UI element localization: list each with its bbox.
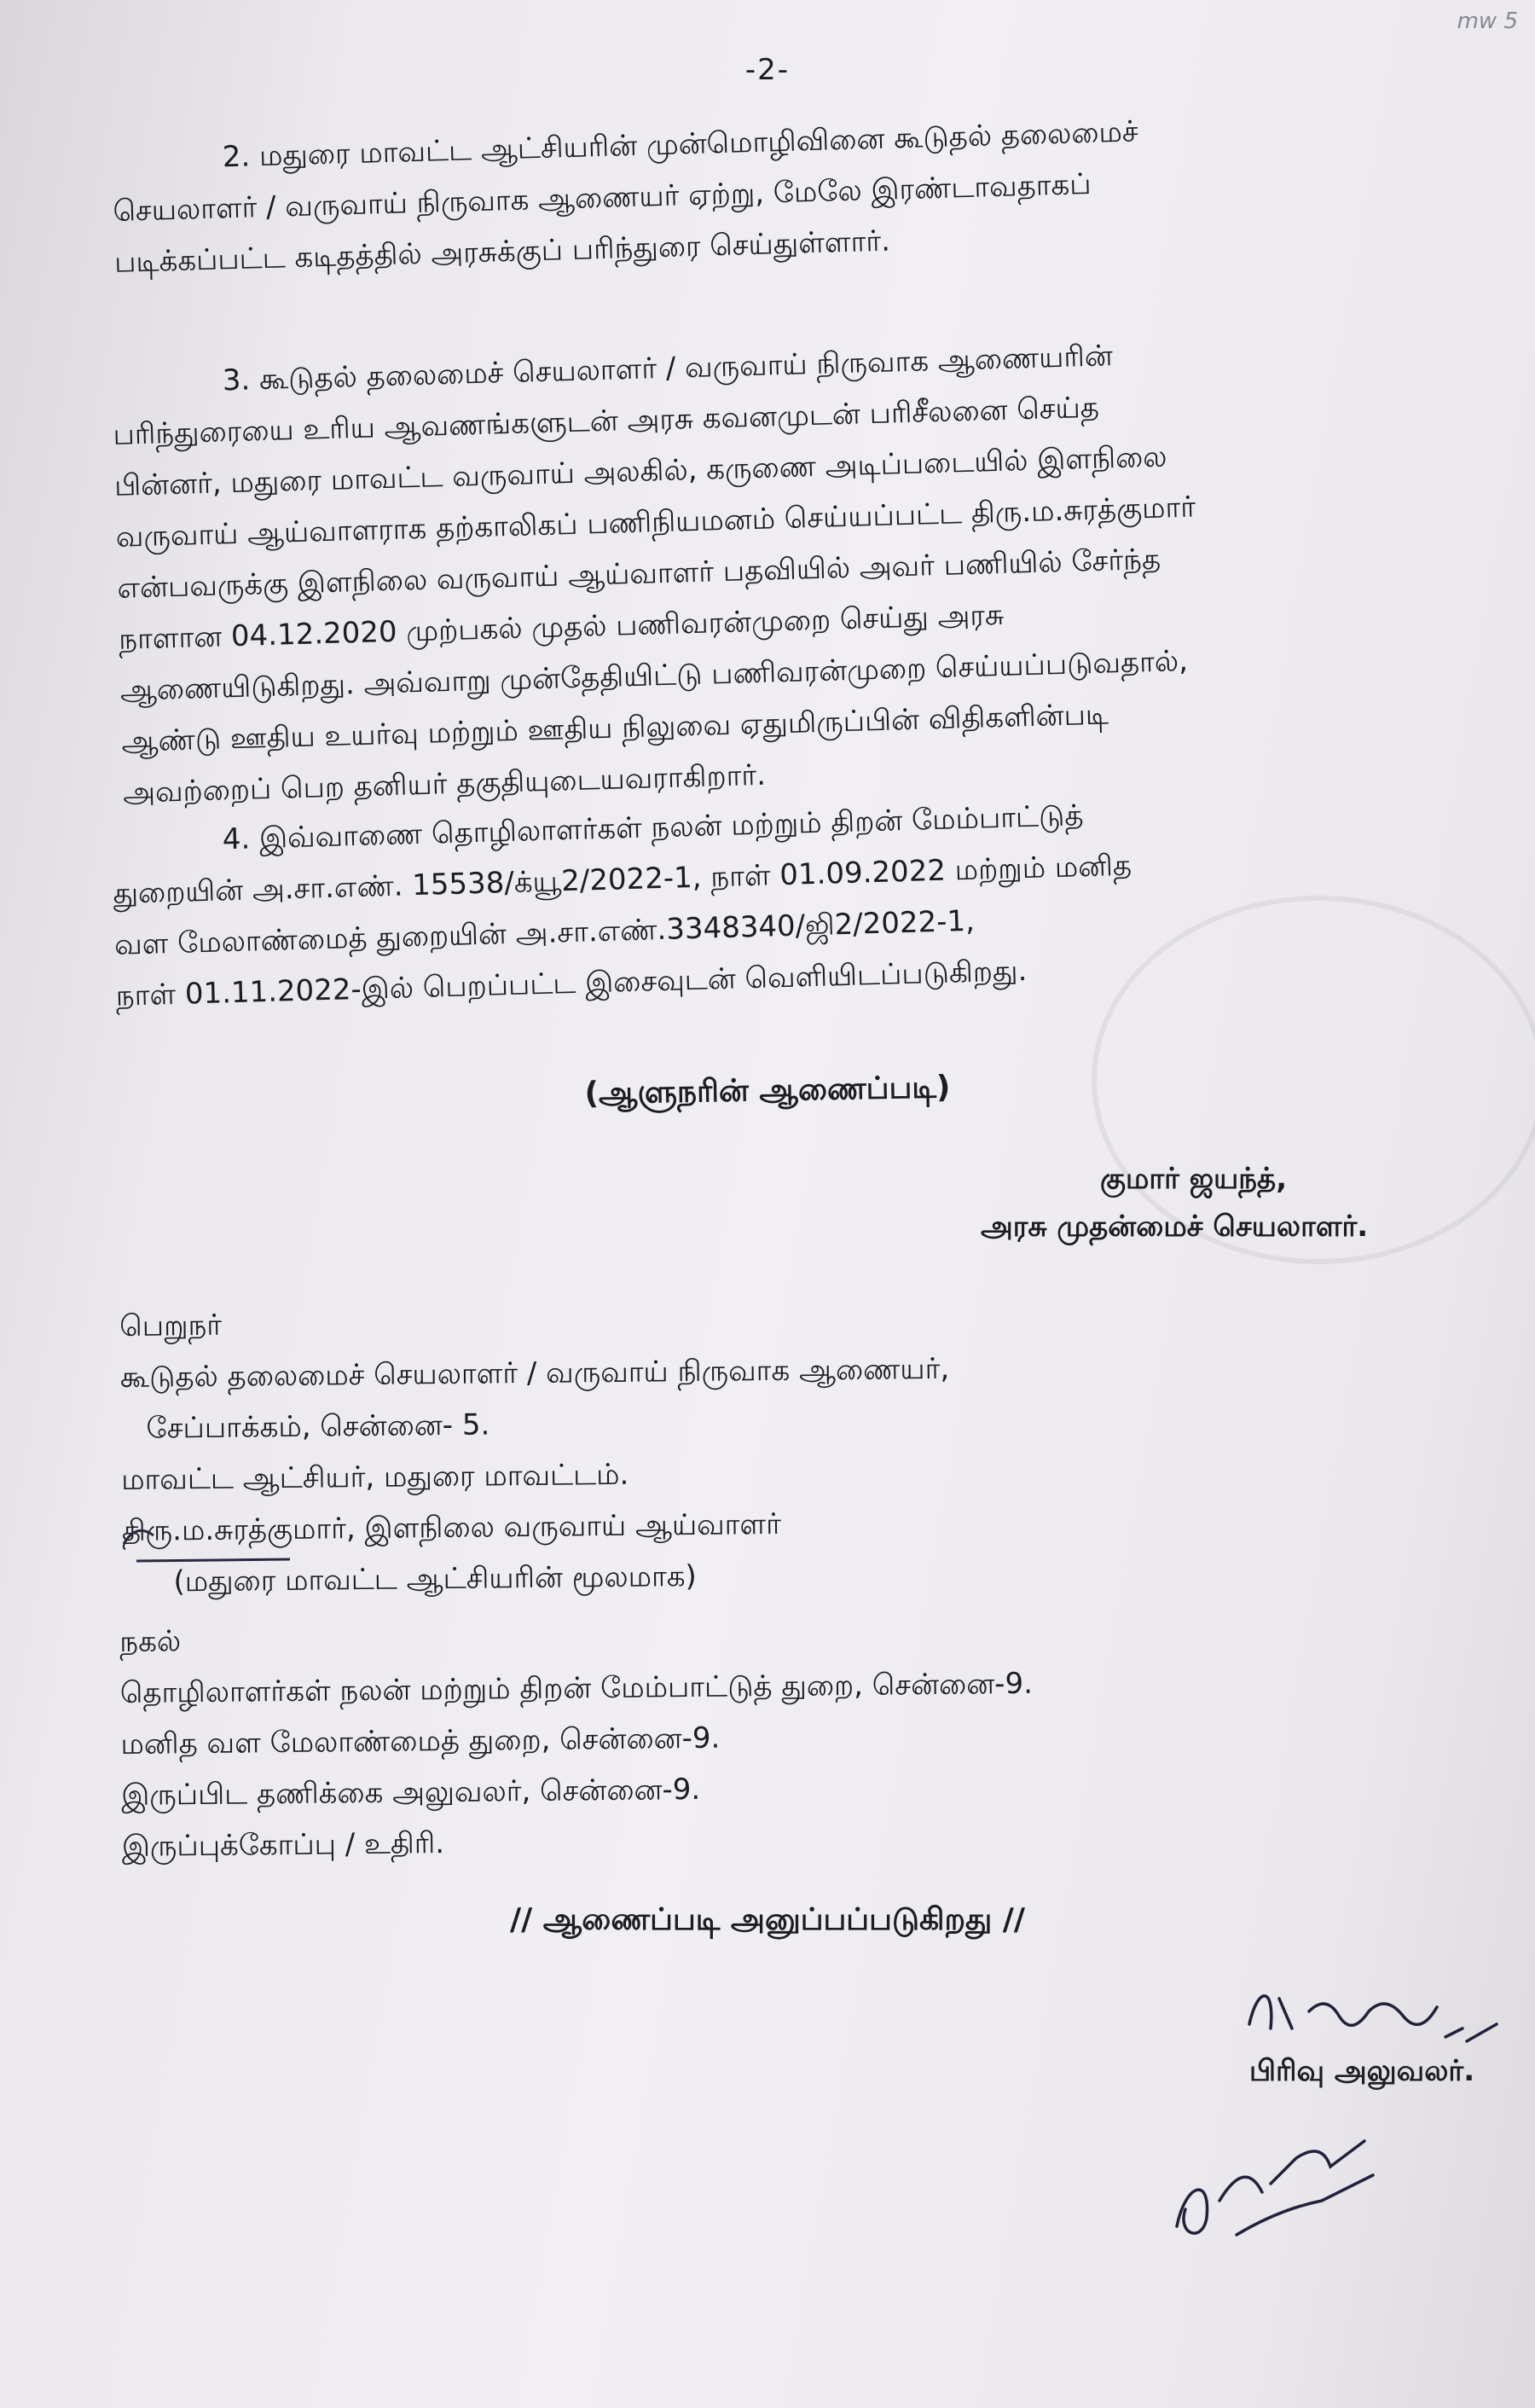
paragraph-line: செயலாளர் / வருவாய் நிருவாக ஆணையர் ஏற்று, மேலே இரண்டாவதாகப் [112,166,1092,229]
copy-line: மனித வள மேலாண்மைத் துறை, சென்னை-9. [120,1720,721,1761]
copy-to-block [119,1603,1401,1872]
paragraph-line: 4. இவ்வாணை தொழிலாளர்கள் நலன் மற்றும் திறன் மேம்பாட்டுத் [222,798,1085,857]
handwritten-signature [1241,1977,1505,2054]
paragraph-line: ஆணையிடுகிறது. அவ்வாறு முன்தேதியிட்டு பணிவரன்முறை செய்யப்படுவதால், [119,643,1189,708]
corner-note: mw 5 [1457,9,1518,34]
paragraph-line: ஆண்டு ஊதிய உயர்வு மற்றும் ஊதிய நிலுவை ஏதுமிருப்பின் விதிகளின்படி [121,697,1109,759]
recipient-line: மாவட்ட ஆட்சியர், மதுரை மாவட்டம். [120,1457,629,1497]
paragraph-line: வருவாய் ஆய்வாளராக தற்காலிகப் பணிநியமனம் செய்யப்பட்ட திரு.ம.சுரத்குமார் [115,490,1196,554]
paragraph-line: பரிந்துரையை உரிய ஆவணங்களுடன் அரசு கவனமுடன் பரிசீலனை செய்த [112,390,1100,452]
page-number: -2- [744,53,791,87]
copy-heading: நகல் [119,1624,182,1659]
paragraph-line: வள மேலாண்மைத் துறையின் அ.சா.எண்.3348340/ஜி2/2022-1, [113,903,976,962]
paragraph-line: நாளான 04.12.2020 முற்பகல் முதல் பணிவரன்முறை செய்து அரசு [118,597,1005,657]
copy-line: தொழிலாளர்கள் நலன் மற்றும் திறன் மேம்பாட்டுத் துறை, சென்னை-9. [119,1666,1034,1710]
paragraph-line: துறையின் அ.சா.எண். 15538/க்யூ2/2022-1, நாள் 01.09.2022 மற்றும் மனித [112,848,1132,911]
recipient-line: கூடுதல் தலைமைச் செயலாளர் / வருவாய் நிருவாக ஆணையர், [119,1351,950,1395]
handwritten-initials [1160,2107,1399,2252]
paragraph-line: நாள் 01.11.2022-இல் பெறப்பட்ட இசைவுடன் வெளியிடப்படுகிறது. [115,954,1028,1013]
paragraph-4 [111,780,1446,1021]
governor-order-line: (ஆளுநரின் ஆணைப்படி) [584,1070,951,1111]
paragraph-line: படிக்கப்பட்ட கடிதத்தில் அரசுக்குப் பரிந்துரை செய்துள்ளார். [113,223,891,280]
paragraph-line: 2. மதுரை மாவட்ட ஆட்சியரின் முன்மொழிவினை கூடுதல் தலைமைச் [222,114,1139,175]
paragraph-line: பின்னர், மதுரை மாவட்ட வருவாய் அலகில், கருணை அடிப்படையில் இளநிலை [113,439,1168,503]
recipients-heading: பெறுநர் [119,1308,223,1343]
recipient-line: (மதுரை மாவட்ட ஆட்சியரின் மூலமாக) [173,1558,697,1599]
paragraph-line: என்பவருக்கு இளநிலை வருவாய் ஆய்வாளர் பதவியில் அவர் பணியில் சேர்ந்த [116,542,1161,606]
recipient-line: திரு.ம.சுரத்குமார், இளநிலை வருவாய் ஆய்வாளர் [121,1506,782,1548]
pen-mark [119,1518,298,1570]
paragraph-3 [111,321,1453,818]
forwarded-line: // ஆணைப்படி அனுப்பப்படுகிறது // [509,1902,1026,1937]
signatory-name: குமார் ஜயந்த், [1100,1162,1288,1196]
signatory-title: அரசு முதன்மைச் செயலாளர். [981,1210,1369,1244]
section-officer-title: பிரிவு அலுவலர். [1249,2054,1475,2088]
recipient-line: சேப்பாக்கம், சென்னை- 5. [146,1407,490,1446]
paragraph-2 [111,97,1445,287]
paragraph-line: அவற்றைப் பெற தனியர் தகுதியுடையவராகிறார். [122,757,767,810]
paragraph-line: 3. கூடுதல் தலைமைச் செயலாளர் / வருவாய் நிருவாக ஆணையரின் [222,339,1114,398]
copy-line: இருப்புக்கோப்பு / உதிரி. [121,1826,445,1864]
copy-line: இருப்பிட தணிக்கை அலுவலர், சென்னை-9. [120,1772,701,1813]
recipients-block [119,1287,1402,1608]
